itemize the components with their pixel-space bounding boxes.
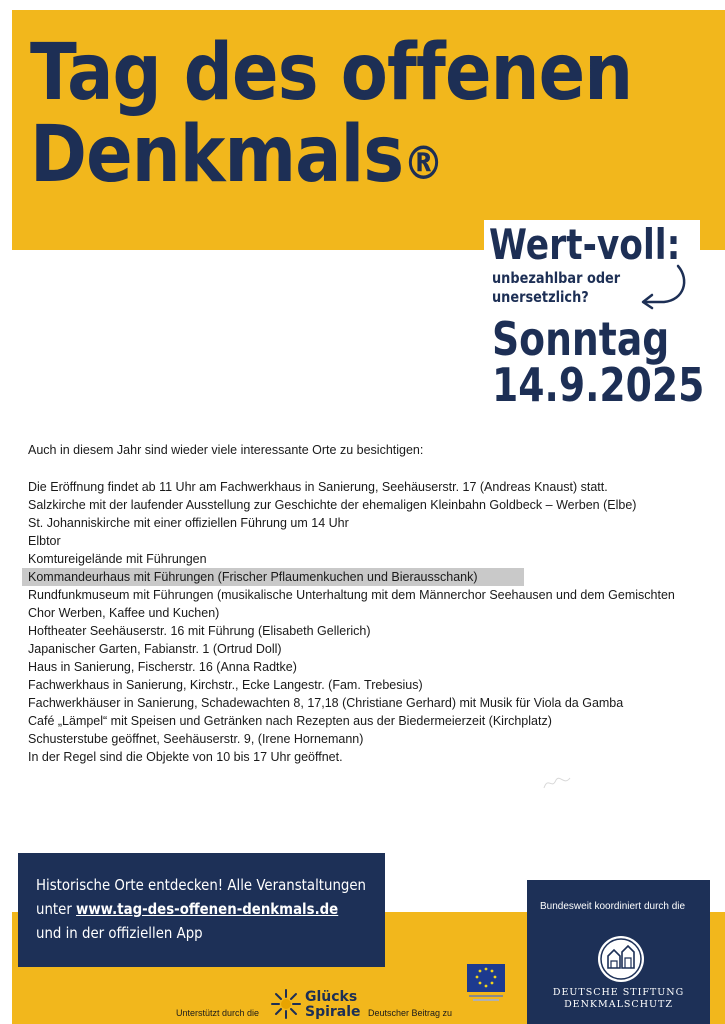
event-day: Sonntag [492, 312, 670, 366]
page-title [30, 28, 633, 200]
coordination-label: Bundesweit koordiniert durch die [540, 901, 686, 912]
website-link[interactable]: www.tag-des-offenen-denkmals.de [76, 900, 339, 918]
motto-title: Wert-voll: [489, 220, 681, 269]
list-item: In der Regel sind die Objekte von 10 bis 17 Uhr geöffnet. [28, 750, 343, 764]
list-item: Café „Lämpel“ mit Speisen und Getränken nach Rezepten aus der Biedermeierzeit (Kirchplatz) [28, 714, 552, 728]
lottery-line-1: Glücks [305, 989, 358, 1005]
list-item: Haus in Sanierung, Fischerstr. 16 (Anna Radtke) [28, 660, 297, 674]
list-item-highlighted: Kommandeurhaus mit Führungen (Frischer Pflaumenkuchen und Bierausschank) [22, 568, 524, 586]
supported-by-label: Unterstützt durch die [176, 1008, 260, 1018]
foundation-name-line-2: DENKMALSCHUTZ [564, 999, 673, 1010]
promo-line-3: und in der offiziellen App [36, 924, 203, 942]
motto-subtitle-line-1: unbezahlbar oder [492, 269, 621, 287]
foundation-logo-icon [596, 934, 646, 984]
pen-mark [540, 770, 574, 794]
lottery-line-2: Spirale [305, 1004, 361, 1020]
event-date: 14.9.2025 [492, 358, 705, 412]
list-item: Die Eröffnung findet ab 11 Uhr am Fachwerkhaus in Sanierung, Seehäuserstr. 17 (Andreas Knaust) statt. [28, 480, 608, 494]
list-item: Japanischer Garten, Fabianstr. 1 (Ortrud Doll) [28, 642, 282, 656]
list-item: Schusterstube geöffnet, Seehäuserstr. 9, (Irene Hornemann) [28, 732, 364, 746]
list-item: Fachwerkhaus in Sanierung, Kirchstr., Ecke Langestr. (Fam. Trebesius) [28, 678, 423, 692]
list-item: Hoftheater Seehäuserstr. 16 mit Führung (Elisabeth Gellerich) [28, 624, 371, 638]
foundation-name-line-1: DEUTSCHE STIFTUNG [552, 987, 685, 998]
list-item: Komtureigelände mit Führungen [28, 552, 207, 566]
promo-line-1: Historische Orte entdecken! Alle Veranstaltungen [36, 876, 367, 894]
list-item: Fachwerkhäuser in Sanierung, Schadewachten 8, 17,18 (Christiane Gerhard) mit Musik für Viola da Gamba [28, 696, 624, 710]
list-item: St. Johanniskirche mit einer offiziellen Führung um 14 Uhr [28, 516, 349, 530]
registered-mark: ® [403, 136, 443, 190]
list-item: Elbtor [28, 534, 61, 548]
list-item: Salzkirche mit der laufender Ausstellung zur Geschichte der ehemaligen Kleinbahn Goldbeck – Werben (Elbe) [28, 498, 637, 512]
contribution-label: Deutscher Beitrag zu [368, 1008, 453, 1018]
promo-text [36, 873, 366, 945]
lottery-logo-text [305, 990, 361, 1020]
list-item: Rundfunkmuseum mit Führungen (musikalische Unterhaltung mit dem Männerchor Seehausen und dem Gemischten Chor Werben, Kaffee und Kuchen) [28, 588, 675, 620]
intro-text: Auch in diesem Jahr sind wieder viele interessante Orte zu besichtigen: [28, 443, 424, 457]
title-line-1: Tag des offenen [30, 28, 633, 118]
eu-flag-icon [467, 964, 505, 1004]
title-line-2: Denkmals [30, 110, 404, 200]
event-list [28, 478, 698, 766]
motto-subtitle-line-2: unersetzlich? [492, 288, 589, 306]
lottery-sun-icon [270, 988, 302, 1020]
motto-subtitle [492, 269, 620, 307]
curved-arrow-icon [630, 262, 692, 310]
promo-line-2-prefix: unter [36, 900, 77, 918]
